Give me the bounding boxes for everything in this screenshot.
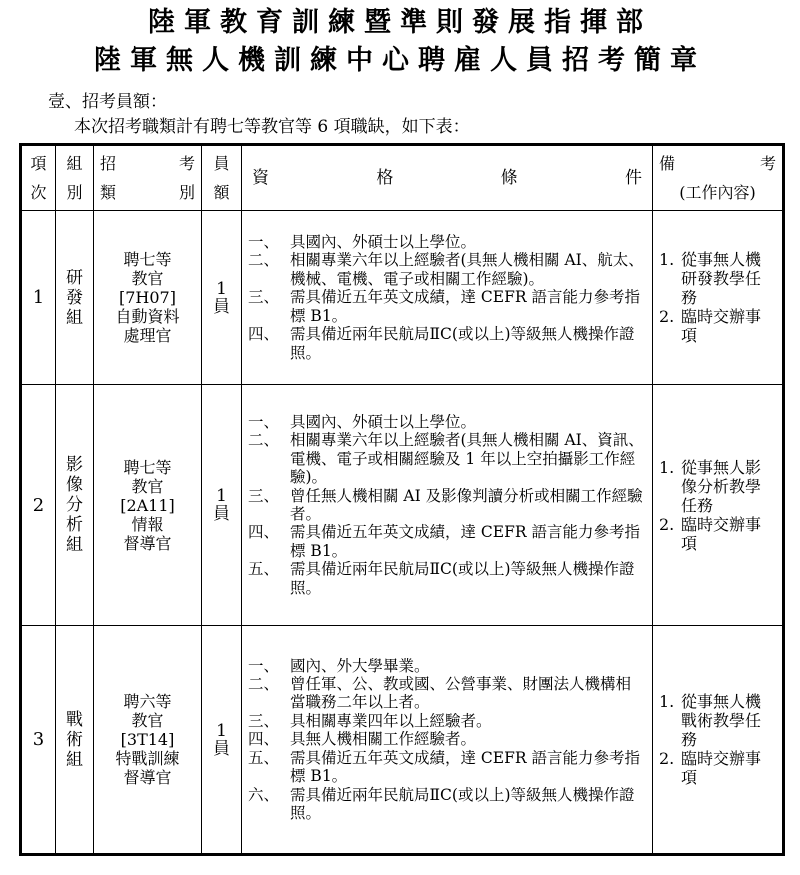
requirement-item	[248, 288, 646, 325]
group-name	[56, 385, 94, 626]
row-number: 3	[21, 626, 56, 855]
header-req-1: 資	[252, 167, 269, 188]
requirement-mark: 三、	[248, 711, 280, 730]
group-char: 組	[66, 749, 83, 770]
requirement-text: 需具備近兩年民航局ⅡC(或以上)等級無人機操作證照。	[290, 785, 635, 822]
group-char: 戰	[66, 709, 83, 730]
header-remarks-top-1: 備	[659, 154, 676, 173]
quota-part: 1	[216, 720, 227, 741]
requirement-text: 相關專業六年以上經驗者(具無人機相關 AI、資訊、電機、電子或相關經驗及 1 年以上空拍攝影工作經驗)。	[290, 431, 644, 487]
remark-mark: 2.	[659, 307, 675, 326]
remark-item	[659, 250, 776, 307]
requirement-text: 相關專業六年以上經驗者(具無人機相關 AI、航太、機械、電機、電子或相關工作經驗)。	[290, 251, 644, 288]
requirement-mark: 三、	[248, 486, 280, 505]
group-char: 影	[66, 455, 83, 475]
requirement-mark: 一、	[248, 412, 280, 431]
row-number: 2	[21, 385, 56, 626]
requirement-item	[248, 523, 646, 560]
category-line: 自動資料	[115, 307, 180, 326]
requirement-item	[248, 251, 646, 288]
remark-text: 臨時交辦事項	[681, 749, 762, 787]
header-remarks-bottom: (工作內容)	[679, 183, 756, 202]
remark-mark: 2.	[659, 514, 675, 534]
job-category	[94, 211, 202, 385]
job-category	[94, 385, 202, 626]
header-category-bottom	[94, 183, 201, 202]
requirement-mark: 一、	[248, 233, 280, 252]
requirement-item	[248, 233, 646, 251]
group-char: 分	[66, 495, 83, 515]
header-req-2: 格	[376, 167, 394, 188]
requirement-mark: 四、	[248, 325, 280, 344]
requirement-text: 曾任無人機相關 AI 及影像判讀分析或相關工作經驗者。	[290, 486, 643, 523]
group-char: 術	[66, 729, 83, 750]
requirement-mark: 三、	[248, 288, 280, 307]
quota-part: 1	[216, 278, 227, 299]
requirement-text: 需具備近五年英文成績，達 CEFR 語言能力參考指標 B1。	[290, 288, 640, 325]
positions-table	[19, 143, 785, 856]
header-category-top	[94, 154, 201, 173]
header-requirements	[242, 145, 653, 211]
requirement-item	[248, 431, 646, 486]
remark-item	[659, 749, 776, 787]
group-char: 發	[66, 287, 83, 308]
header-group	[56, 145, 94, 211]
header-category-top-2: 考	[178, 154, 195, 173]
requirements	[242, 211, 653, 385]
header-remarks	[653, 145, 784, 211]
requirement-text: 需具備近五年英文成績，達 CEFR 語言能力參考指標 B1。	[290, 523, 640, 560]
quota	[202, 385, 242, 626]
category-line: 特戰訓練	[115, 749, 180, 768]
remark-item	[659, 307, 776, 345]
requirement-text: 需具備近兩年民航局ⅡC(或以上)等級無人機操作證照。	[290, 325, 635, 362]
group-name	[56, 626, 94, 855]
requirement-item	[248, 749, 646, 786]
page-title-line1: 陸軍教育訓練暨準則發展指揮部	[148, 7, 652, 38]
requirement-item	[248, 712, 646, 730]
section-intro: 本次招考職類計有聘七等教官等 6 項職缺，如下表：	[74, 117, 470, 137]
remark-item	[659, 692, 776, 749]
requirement-mark: 五、	[248, 748, 280, 767]
category-line: 教官	[131, 711, 164, 730]
requirement-mark: 二、	[248, 251, 280, 270]
section-heading: 壹、招考員額：	[48, 92, 167, 112]
remark-mark: 1.	[659, 457, 675, 477]
remark-text: 從事無人機研發教學任務	[681, 250, 762, 307]
requirements	[242, 626, 653, 855]
group-char: 像	[66, 475, 83, 495]
header-no-top: 項	[30, 154, 47, 173]
remarks	[653, 211, 784, 385]
header-no-bottom: 次	[30, 183, 47, 202]
remark-item	[659, 515, 776, 553]
remarks	[653, 626, 784, 855]
table-row	[21, 385, 784, 626]
group-name	[56, 211, 94, 385]
remark-item	[659, 458, 776, 515]
category-line: [2A11]	[120, 495, 175, 515]
requirement-text: 國內、外大學畢業。	[290, 656, 430, 675]
header-quota-top: 員	[213, 154, 230, 173]
requirement-item	[248, 325, 646, 362]
requirement-text: 具國內、外碩士以上學位。	[290, 412, 477, 431]
quota-part: 1	[216, 486, 227, 506]
requirement-text: 具國內、外碩士以上學位。	[290, 233, 477, 252]
category-line: 情報	[131, 514, 164, 534]
header-req-4: 件	[624, 167, 642, 188]
remark-mark: 2.	[659, 749, 675, 768]
header-category	[94, 145, 202, 211]
group-char: 組	[66, 535, 83, 555]
header-no	[21, 145, 56, 211]
category-line: 教官	[131, 476, 164, 496]
requirement-mark: 二、	[248, 431, 280, 450]
quota-part: 員	[213, 504, 230, 524]
quota-part: 員	[213, 738, 230, 759]
remark-text: 從事無人影像分析教學任務	[681, 457, 762, 515]
category-line: 督導官	[123, 533, 172, 553]
header-group-top: 組	[66, 154, 83, 173]
header-quota	[202, 145, 242, 211]
header-remarks-top-2: 考	[759, 154, 776, 173]
header-category-bottom-1: 類	[100, 183, 117, 202]
table-row	[21, 211, 784, 385]
header-category-bottom-2: 別	[178, 183, 195, 202]
remark-text: 臨時交辦事項	[681, 307, 762, 345]
requirement-mark: 六、	[248, 785, 280, 804]
page-title-line2: 陸軍無人機訓練中心聘雇人員招考簡章	[94, 45, 706, 76]
quota-part: 員	[213, 296, 230, 317]
category-line: 聘七等	[123, 457, 172, 477]
quota	[202, 626, 242, 855]
category-line: [7H07]	[119, 288, 176, 307]
header-group-bottom: 別	[66, 183, 83, 202]
category-line: 聘六等	[123, 692, 172, 711]
remark-text: 臨時交辦事項	[681, 514, 762, 553]
category-line: [3T14]	[120, 730, 175, 749]
group-char: 析	[66, 515, 83, 535]
remark-mark: 1.	[659, 692, 675, 711]
header-category-top-1: 招	[100, 154, 117, 173]
header-remarks-top	[653, 154, 782, 173]
requirement-mark: 二、	[248, 675, 280, 694]
header-req-3: 條	[500, 167, 518, 188]
row-number: 1	[21, 211, 56, 385]
header-quota-bottom: 額	[213, 183, 230, 202]
table-row	[21, 626, 784, 855]
requirement-item	[248, 786, 646, 823]
requirement-item	[248, 560, 646, 597]
category-line: 處理官	[123, 326, 172, 345]
requirements	[242, 385, 653, 626]
remarks	[653, 385, 784, 626]
quota	[202, 211, 242, 385]
requirement-mark: 四、	[248, 523, 280, 542]
group-char: 研	[66, 267, 83, 288]
category-line: 督導官	[123, 768, 172, 787]
requirement-text: 需具備近五年英文成績，達 CEFR 語言能力參考指標 B1。	[290, 748, 640, 786]
requirement-item	[248, 487, 646, 524]
requirement-item	[248, 657, 646, 675]
group-char: 組	[66, 307, 83, 328]
requirement-text: 具相關專業四年以上經驗者。	[290, 711, 492, 730]
table-header-row	[21, 145, 784, 211]
requirement-item	[248, 675, 646, 712]
remark-text: 從事無人機戰術教學任務	[681, 692, 762, 749]
requirement-mark: 五、	[248, 560, 280, 579]
requirement-text: 具無人機相關工作經驗者。	[290, 730, 477, 749]
requirement-mark: 四、	[248, 730, 280, 749]
requirement-mark: 一、	[248, 656, 280, 675]
job-category	[94, 626, 202, 855]
requirement-text: 曾任軍、公、教或國、公營事業、財團法人機構相當職務二年以上者。	[290, 675, 632, 712]
requirement-item	[248, 413, 646, 431]
remark-mark: 1.	[659, 250, 675, 269]
category-line: 教官	[131, 269, 164, 288]
requirement-item	[248, 730, 646, 748]
requirement-text: 需具備近兩年民航局ⅡC(或以上)等級無人機操作證照。	[290, 560, 635, 597]
category-line: 聘七等	[123, 250, 172, 269]
